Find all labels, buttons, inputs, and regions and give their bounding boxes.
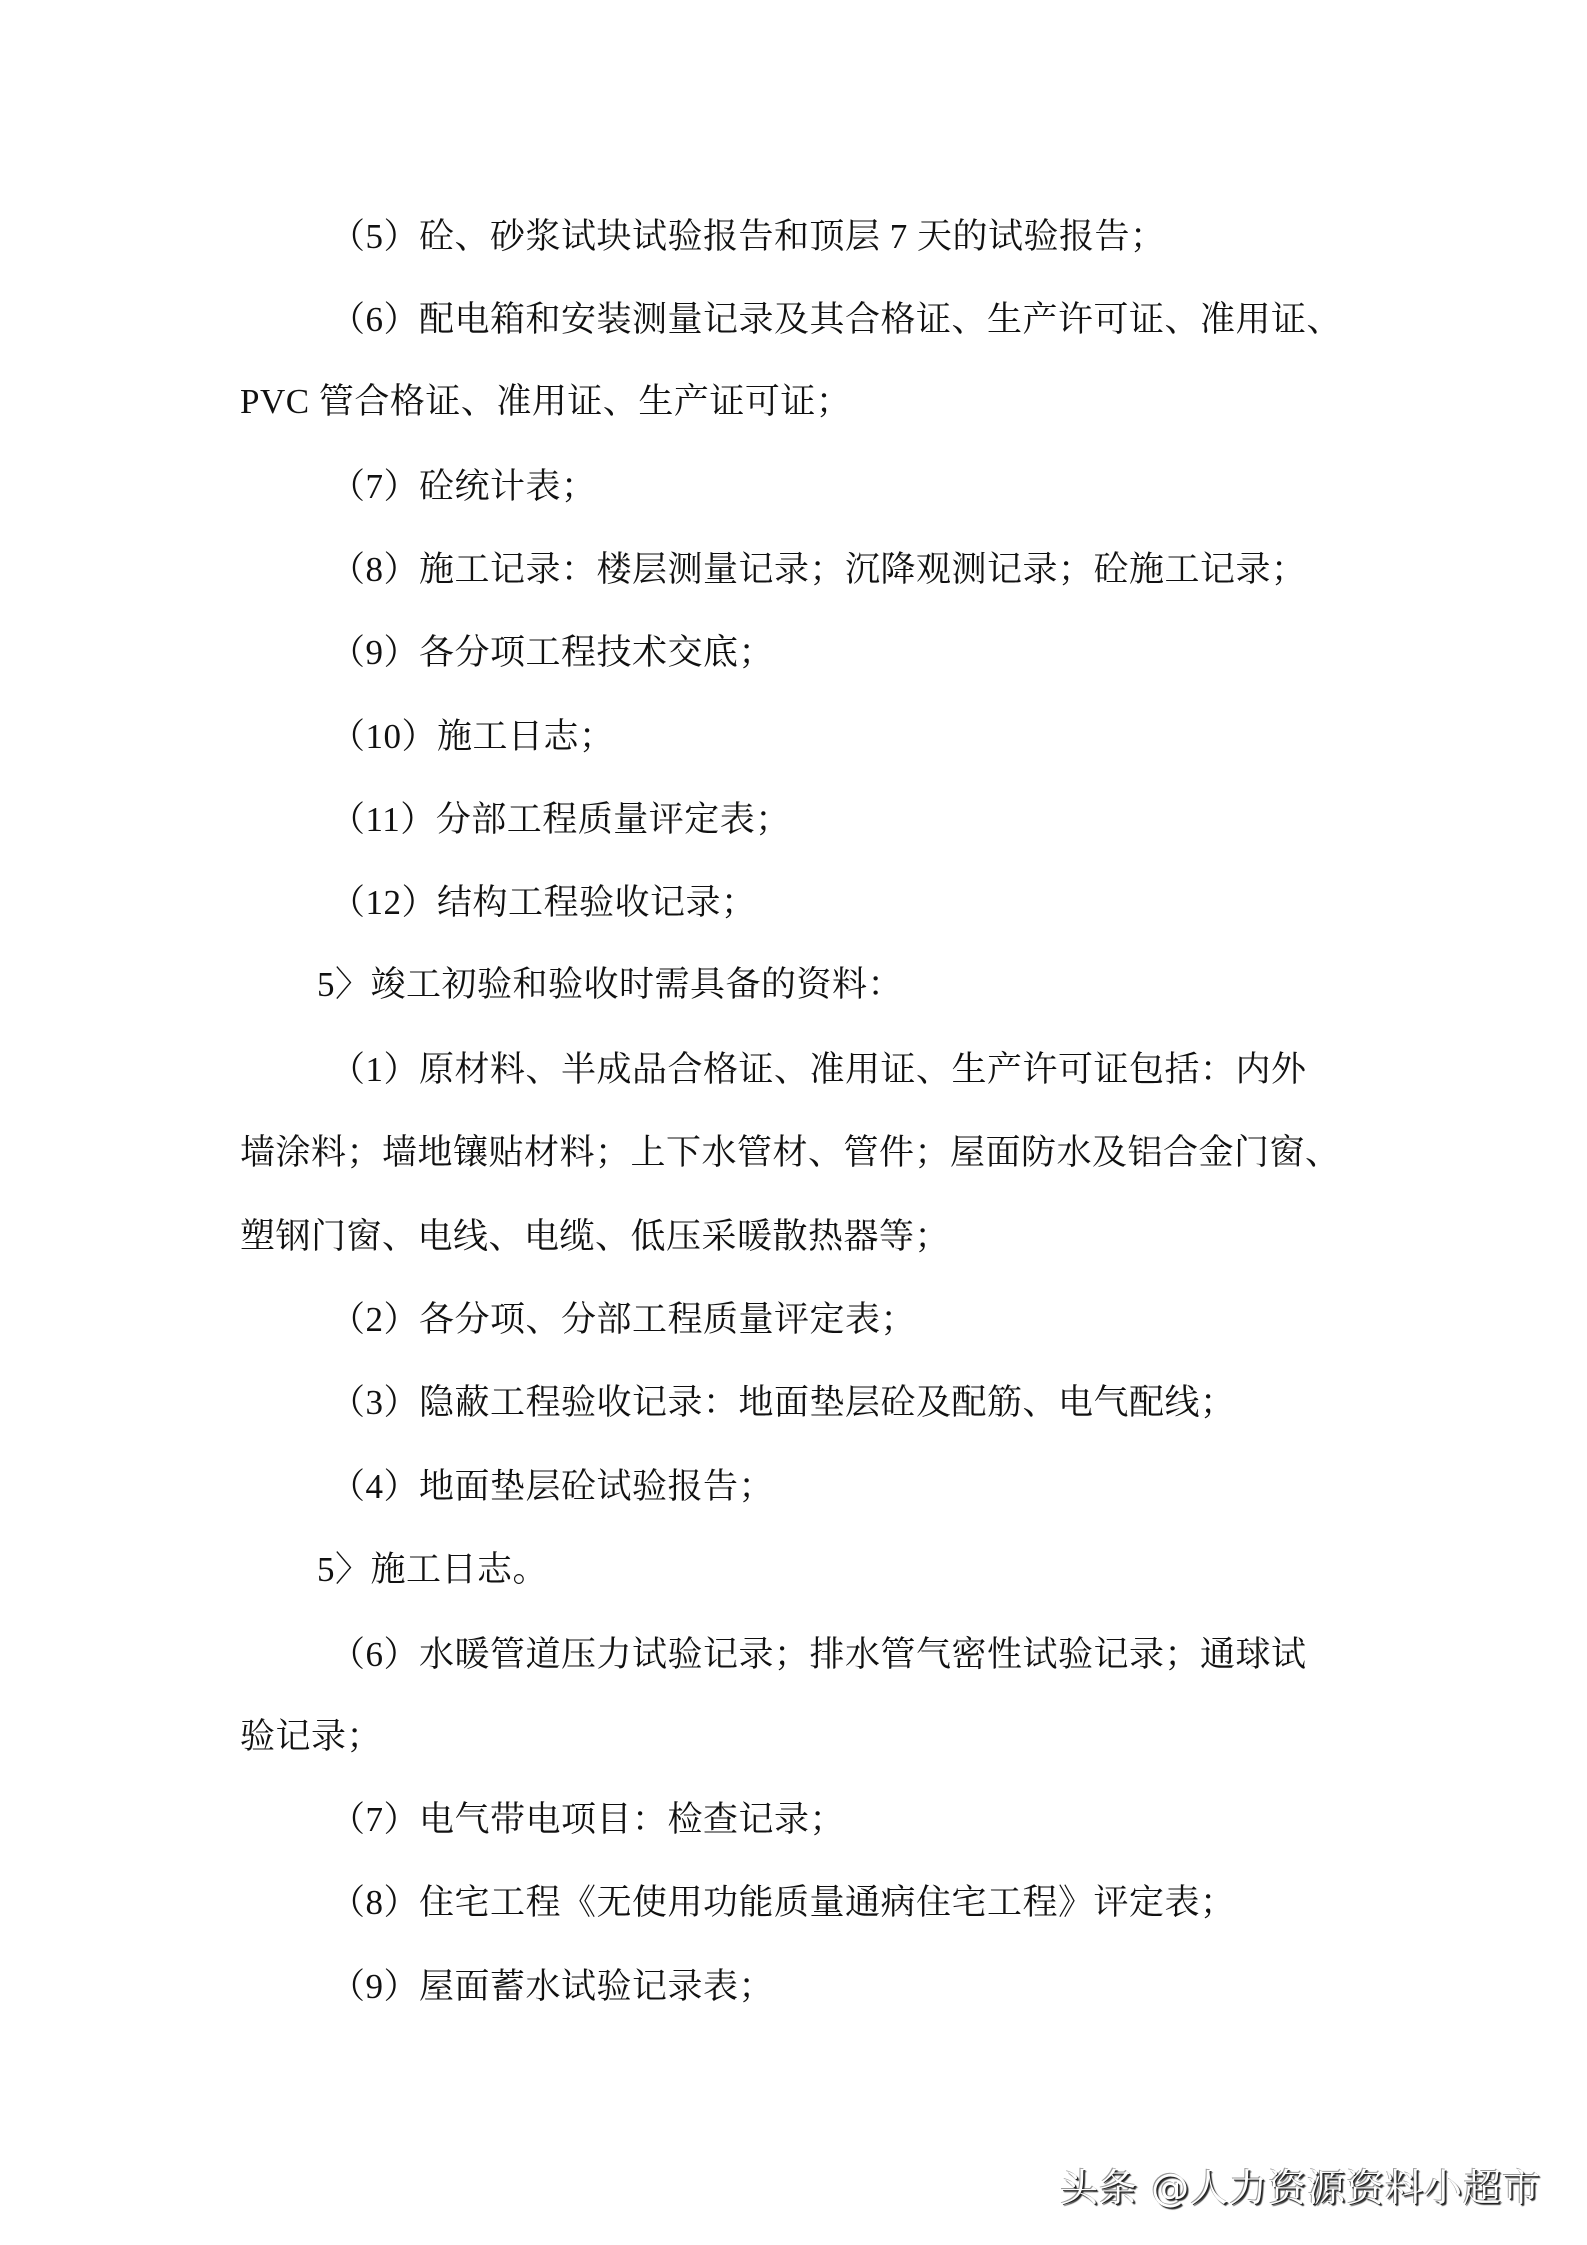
section-heading-completion-acceptance: 5〉竣工初验和验收时需具备的资料： — [317, 965, 904, 1004]
list-item-6-distribution-box-records: （6）配电箱和安装测量记录及其合格证、生产许可证、准用证、 — [330, 300, 1343, 339]
section-heading-construction-log: 5〉施工日志。 — [317, 1550, 549, 1589]
watermark: 头条 @人力资源资料小超市 — [1060, 2166, 1542, 2210]
list-item-10-construction-log: （10）施工日志； — [330, 717, 615, 756]
list-item-1-material-certificates: （1）原材料、半成品合格证、准用证、生产许可证包括：内外 — [330, 1050, 1307, 1089]
list-item-8-construction-records: （8）施工记录：楼层测量记录；沉降观测记录；砼施工记录； — [330, 550, 1307, 589]
list-item-2-quality-evaluation: （2）各分项、分部工程质量评定表； — [330, 1300, 917, 1339]
list-item-7-concrete-stats: （7）砼统计表； — [330, 467, 597, 506]
list-item-8-residential-evaluation: （8）住宅工程《无使用功能质量通病住宅工程》评定表； — [330, 1883, 1236, 1922]
list-item-5-test-reports: （5）砼、砂浆试块试验报告和顶层 7 天的试验报告； — [330, 217, 1166, 256]
list-item-9-roof-water-test: （9）屋面蓄水试验记录表； — [330, 1967, 775, 2006]
list-item-1-continuation-1: 墙涂料；墙地镶贴材料；上下水管材、管件；屋面防水及铝合金门窗、 — [240, 1133, 1341, 1172]
list-item-4-floor-test-report: （4）地面垫层砼试验报告； — [330, 1467, 775, 1506]
list-item-9-technical-briefing: （9）各分项工程技术交底； — [330, 633, 775, 672]
list-item-3-concealed-works: （3）隐蔽工程验收记录：地面垫层砼及配筋、电气配线； — [330, 1383, 1236, 1422]
list-item-11-quality-evaluation: （11）分部工程质量评定表； — [330, 800, 791, 839]
list-item-6-pressure-tests-continuation: 验记录； — [240, 1717, 383, 1756]
list-item-6-continuation: PVC 管合格证、准用证、生产证可证； — [240, 382, 852, 421]
list-item-12-structure-acceptance: （12）结构工程验收记录； — [330, 883, 757, 922]
list-item-1-continuation-2: 塑钢门窗、电线、电缆、低压采暖散热器等； — [240, 1217, 951, 1256]
list-item-6-pressure-tests: （6）水暖管道压力试验记录；排水管气密性试验记录；通球试 — [330, 1635, 1307, 1674]
list-item-7-electrical-check: （7）电气带电项目：检查记录； — [330, 1800, 846, 1839]
